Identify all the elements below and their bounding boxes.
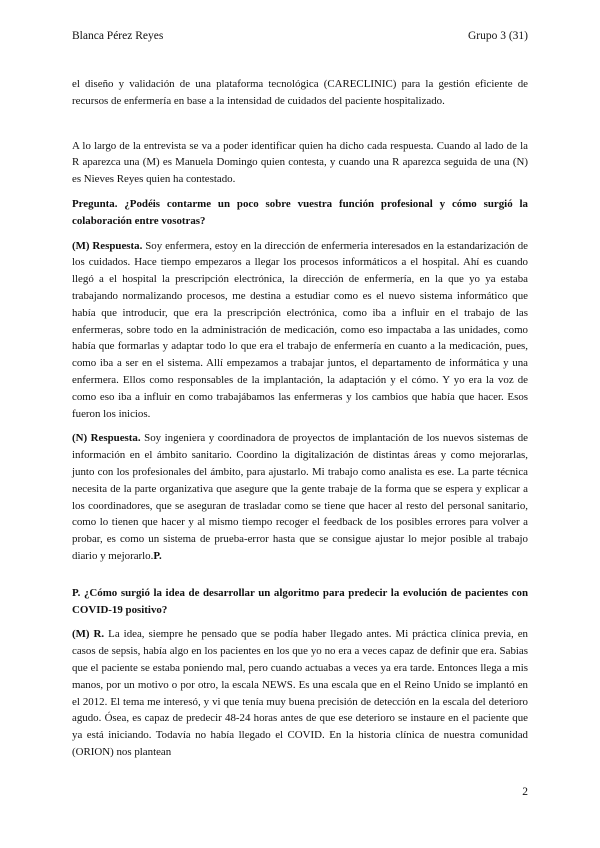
answer-3 [72,626,528,760]
answer-1 [72,238,528,423]
question-1: Pregunta. ¿Podéis contarme un poco sobre vuestra función profesional y cómo surgió la colaboración entre vosotras? [72,197,528,227]
page-header [72,30,528,42]
answer-2-tail: P. [153,549,162,562]
answer-3-text: La idea, siempre he pensado que se podía haber llegado antes. Mi práctica clínica previa, en casos de sepsis, había algo en los pacientes en los que yo no era a veces capaz de definir que era. Sabias que el paciente se estaba poniendo mal, pero cuando actuabas a veces ya era tarde. Entonces llega a mis manos, por un motivo o por otro, la escala NEWS. Es una escala que en el Reino Unido se implantó en el 2012. El tema me interesó, y vi que tenía muy buena precisión de detección en la escala del deterioro agudo. Ósea, es capaz de predecir 48-24 horas antes de que ese deterioro se instaure en el paciente que ya está iniciando. Todavía no había llegado el COVID. En la historia clínica de nuestra comunidad (ORION) nos plantean [72,628,528,758]
paragraph-interview-note: A lo largo de la entrevista se va a poder identificar quien ha dicho cada respuesta. Cuando al lado de la R aparezca una (M) es Manuela Domingo quien contesta, y cuando una R aparezca seguida de una (N) es Nieves Reyes quien ha contestado. [72,139,528,186]
answer-2 [72,430,528,564]
question-2: P. ¿Cómo surgió la idea de desarrollar un algoritmo para predecir la evolución de pacientes con COVID-19 positivo? [72,586,528,616]
answer-1-text: Soy enfermera, estoy en la dirección de enfermeria interesados en la estandarización de los cuidados. Hace tiempo empezaros a llegar los procesos informáticos a el hospital. Ahí es cuando llegó a el hospital la prescripción electrónica, la dirección de enfermería, en la que yo ya estaba trabajando normalizando procesos, me destina a estudiar como es el nuevo sistema informático que había que introducir, que era la prescripción electrónica, como iba a influir en el trabajo de las enfermeras, sobre todo en la administración de medicación, como eso impactaba a las unidades, como había que formarlas y adaptar todo lo que era el trabajo de enfermería en cuanto a la medicación, pues, como iba a ser en el sistema. Allí empezamos a trabajar juntos, el departamento de informática y una enfermera. Ellos como responsables de la implantación, la adaptación y el cómo. Y yo era la voz de como eso iba a influir en como trabajábamos las enfermeras y los cambios que había que hacer. Esos fueron los inicios. [72,239,528,420]
header-author: Blanca Pérez Reyes [72,30,164,42]
answer-2-label: (N) Respuesta. [72,432,141,445]
header-group: Grupo 3 (31) [467,30,528,42]
answer-2-text: Soy ingeniera y coordinadora de proyectos de implantación de los nuevos sistemas de información en el ámbito sanitario. Coordino la digitalización de distintas áreas y como mejorarlas, junto con los profesionales del ámbito, para ajustarlo. Mi trabajo como analista es ese. La parte técnica necesita de la parte organizativa que asegure que la gente trabaje de la forma que se espera y explicar a los coordinadores, que se aseguran de trasladar como se tiene que hacer al resto del personal sanitario, como lo tienen que hacer y al mismo tiempo recoger el feedback de los posibles errores para volver a probar, es como un sistema de prueba-error hasta que se consigue ajustar lo mejor posible al trabajo diario y mejorarlo. [72,432,528,562]
page-number: 2 [522,786,528,798]
answer-1-label: (M) Respuesta. [72,239,143,252]
answer-3-label: (M) R. [72,628,105,641]
paragraph-intro-continuation: el diseño y validación de una plataforma tecnológica (CARECLINIC) para la gestión eficiente de recursos de enfermería en base a la intensidad de cuidados del paciente hospitalizado. [72,78,528,107]
document-body [72,76,528,761]
